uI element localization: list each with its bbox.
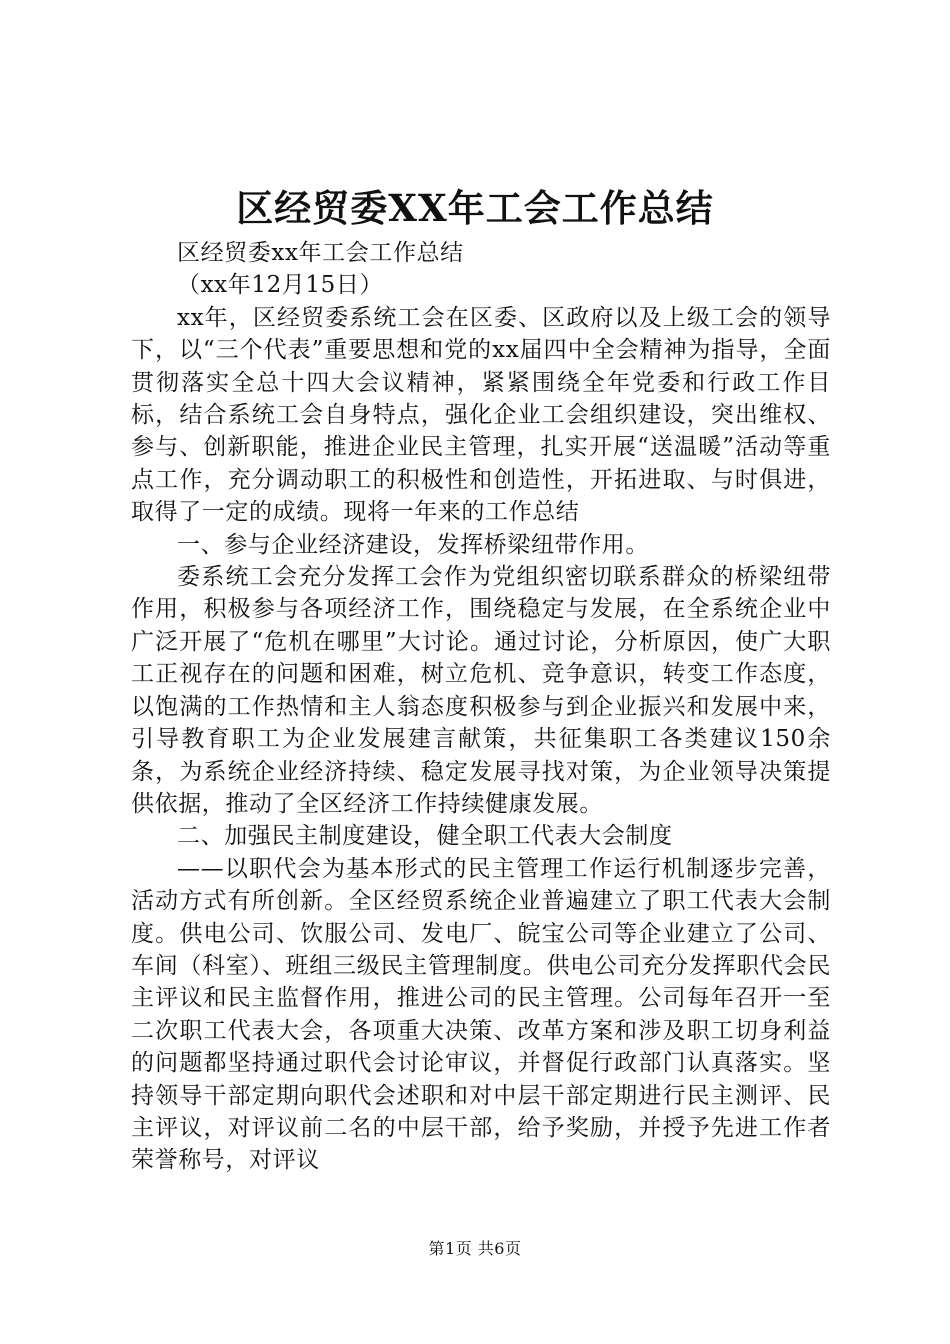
date-paragraph: （xx年12月15日）	[177, 272, 384, 299]
document-title: 区经贸委XX年工会工作总结	[236, 186, 714, 230]
page-number-footer: 第1页 共6页	[428, 1239, 522, 1258]
section-heading-1: 一、参与企业经济建设，发挥桥梁纽带作用。	[177, 531, 649, 558]
section-1-paragraph: 委系统工会充分发挥工会作为党组织密切联系群众的桥梁纽带作用，积极参与各项经济工作，围绕稳定与发展，在全系统企业中广泛开展了“危机在哪里”大讨论。通过讨论，分析原因，使广大职工正视存在的问题和困难，树立危机、竞争意识，转变工作态度，以饱满的工作热情和主人翁态度积极参与到企业振兴和发展中来，引导教育职工为企业发展建言献策，共征集职工各类建议150余条，为系统企业经济持续、稳定发展寻找对策，为企业领导决策提供依据，推动了全区经济工作持续健康发展。	[131, 564, 831, 817]
section-2-paragraph: ——以职代会为基本形式的民主管理工作运行机制逐步完善，活动方式有所创新。全区经贸系统企业普遍建立了职工代表大会制度。供电公司、饮服公司、发电厂、皖宝公司等企业建立了公司、车间（科室）、班组三级民主管理制度。供电公司充分发挥职代会民主评议和民主监督作用，推进公司的民主管理。公司每年召开一至二次职工代表大会，各项重大决策、改革方案和涉及职工切身利益的问题都坚持通过职代会讨论审议，并督促行政部门认真落实。坚持领导干部定期向职代会述职和对中层干部定期进行民主测评、民主评议，对评议前二名的中层干部，给予奖励，并授予先进工作者荣誉称号，对评议	[131, 855, 831, 1174]
intro-paragraph: xx年，区经贸委系统工会在区委、区政府以及上级工会的领导下，以“三个代表”重要思想和党的xx届四中全会精神为指导，全面贯彻落实全总十四大会议精神，紧紧围绕全年党委和行政工作目标，结合系统工会自身特点，强化企业工会组织建设，突出维权、参与、创新职能，推进企业民主管理，扎实开展“送温暖”活动等重点工作，充分调动职工的积极性和创造性，开拓进取、与时俱进，取得了一定的成绩。现将一年来的工作总结	[131, 304, 831, 526]
subtitle-paragraph: 区经贸委xx年工会工作总结	[177, 240, 464, 266]
section-heading-2: 二、加强民主制度建设，健全职工代表大会制度	[177, 823, 673, 850]
document-body	[131, 237, 831, 1177]
